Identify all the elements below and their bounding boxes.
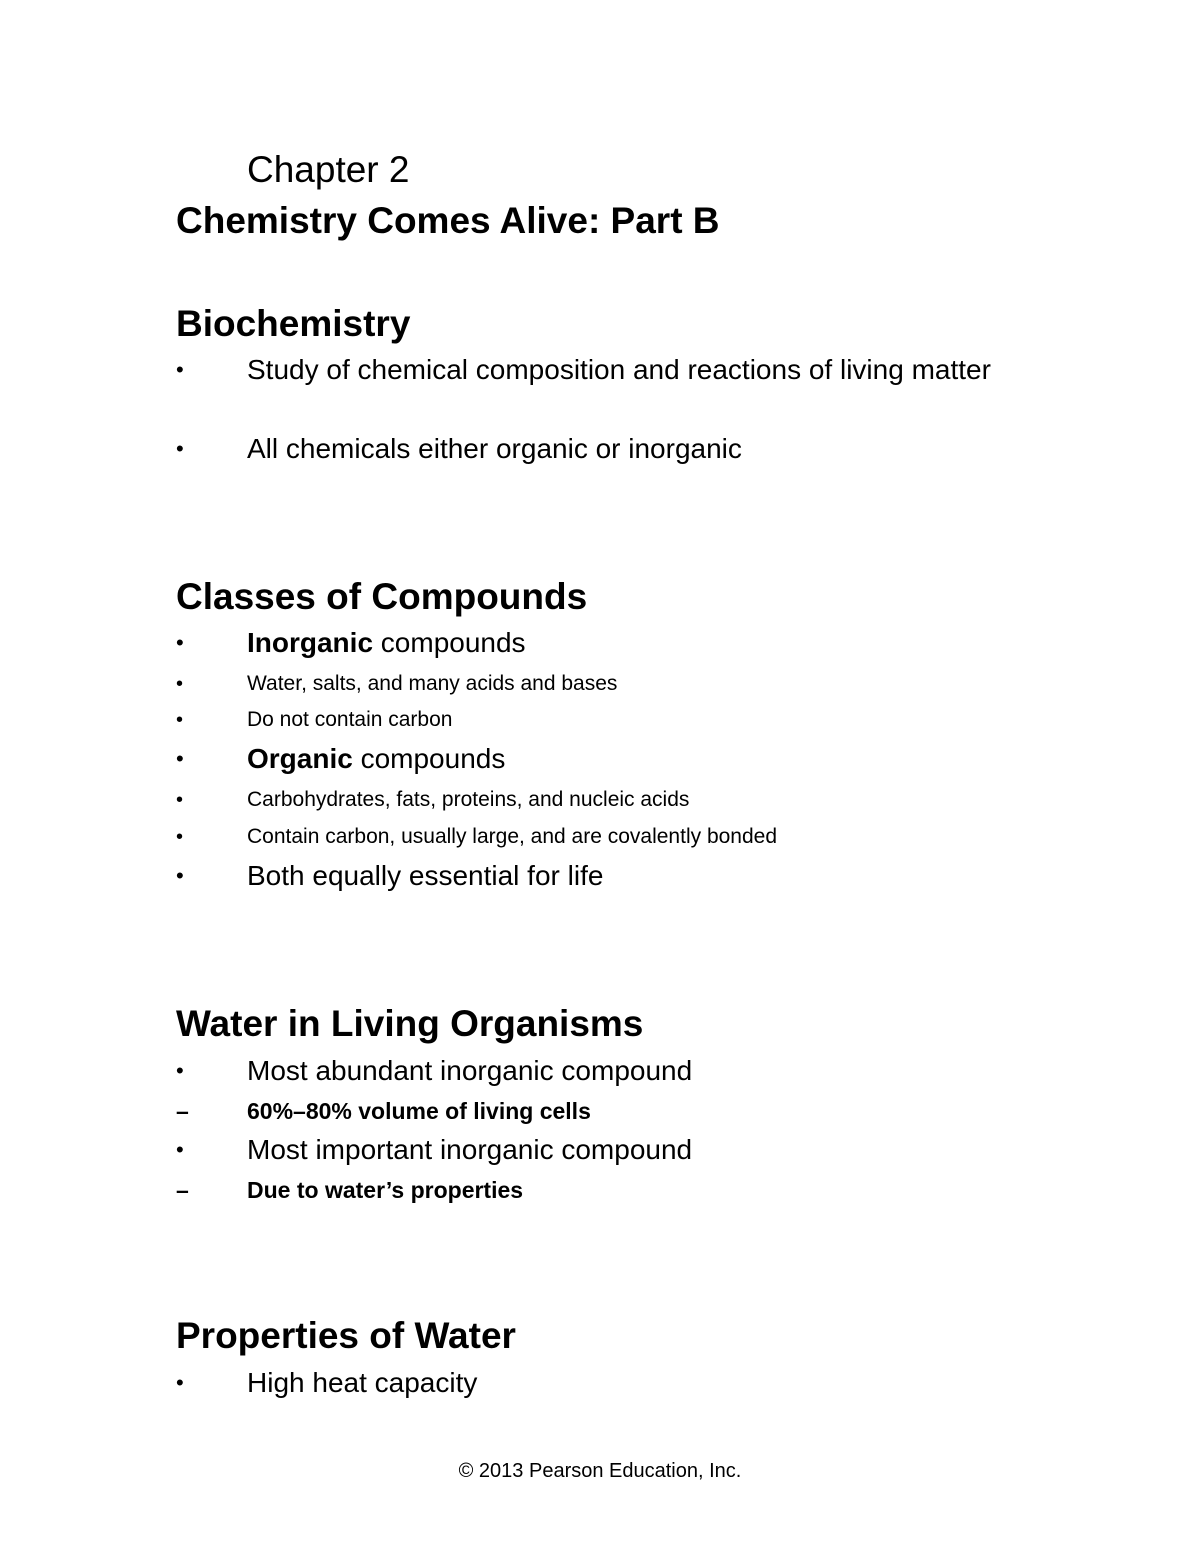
bullet-dot: • xyxy=(176,789,184,811)
heading-properties-of-water: Properties of Water xyxy=(176,1315,516,1356)
list-item-inorganic xyxy=(176,625,996,661)
bullet-dot: • xyxy=(176,709,184,731)
heading-water-in-living-organisms: Water in Living Organisms xyxy=(176,1003,644,1044)
sub-item xyxy=(176,786,996,814)
list-item xyxy=(176,431,996,467)
list-item xyxy=(176,858,996,894)
sub-item-text: Water, salts, and many acids and bases xyxy=(247,672,618,695)
bullet-dot: • xyxy=(176,826,184,848)
list-item-text: Both equally essential for life xyxy=(247,860,604,891)
sub-item-text: Due to water’s properties xyxy=(247,1177,524,1203)
heading-classes-of-compounds: Classes of Compounds xyxy=(176,576,588,617)
chapter-label: Chapter 2 xyxy=(247,149,410,190)
bullet-dot: • xyxy=(176,1137,184,1162)
bullet-dot: • xyxy=(176,357,184,382)
list-item-text: All chemicals either organic or inorganic xyxy=(247,433,742,464)
sub-item xyxy=(176,670,996,698)
sub-item-text: Do not contain carbon xyxy=(247,708,453,731)
list-item-text: Most abundant inorganic compound xyxy=(247,1055,693,1086)
bullet-dot: • xyxy=(176,863,184,888)
sub-item-text: Contain carbon, usually large, and are covalently bonded xyxy=(247,825,778,848)
document-title: Chemistry Comes Alive: Part B xyxy=(176,200,720,241)
sub-item xyxy=(176,1175,996,1205)
list-item-organic xyxy=(176,741,996,777)
list-item-text: High heat capacity xyxy=(247,1367,478,1398)
sub-item xyxy=(176,823,996,851)
term-rest: compounds xyxy=(352,743,506,774)
bullet-dot: • xyxy=(176,1058,184,1083)
bullet-dot: • xyxy=(176,436,184,461)
list-item-text xyxy=(176,625,996,661)
bullet-dot: • xyxy=(176,1370,184,1395)
sub-item-text: 60%–80% volume of living cells xyxy=(247,1098,591,1124)
bullet-dot: • xyxy=(176,673,184,695)
term-organic: Organic xyxy=(247,743,353,774)
bullet-dash: – xyxy=(176,1098,189,1124)
term-inorganic: Inorganic xyxy=(247,627,374,658)
list-item-text: Most important inorganic compound xyxy=(247,1134,693,1165)
bullet-dot: • xyxy=(176,746,184,771)
list-item-text xyxy=(176,741,996,777)
heading-biochemistry: Biochemistry xyxy=(176,303,411,344)
sub-item xyxy=(176,706,996,734)
list-item xyxy=(176,1053,996,1089)
list-item xyxy=(176,1365,996,1401)
bullet-dot: • xyxy=(176,630,184,655)
copyright-footer: © 2013 Pearson Education, Inc. xyxy=(458,1460,742,1482)
bullet-dash: – xyxy=(176,1177,189,1203)
list-item xyxy=(176,352,996,388)
list-item xyxy=(176,1132,996,1168)
sub-item xyxy=(176,1096,996,1126)
term-rest: compounds xyxy=(373,627,526,658)
list-item-text: Study of chemical composition and reactions of living matter xyxy=(247,354,991,385)
sub-item-text: Carbohydrates, fats, proteins, and nucleic acids xyxy=(247,788,690,811)
